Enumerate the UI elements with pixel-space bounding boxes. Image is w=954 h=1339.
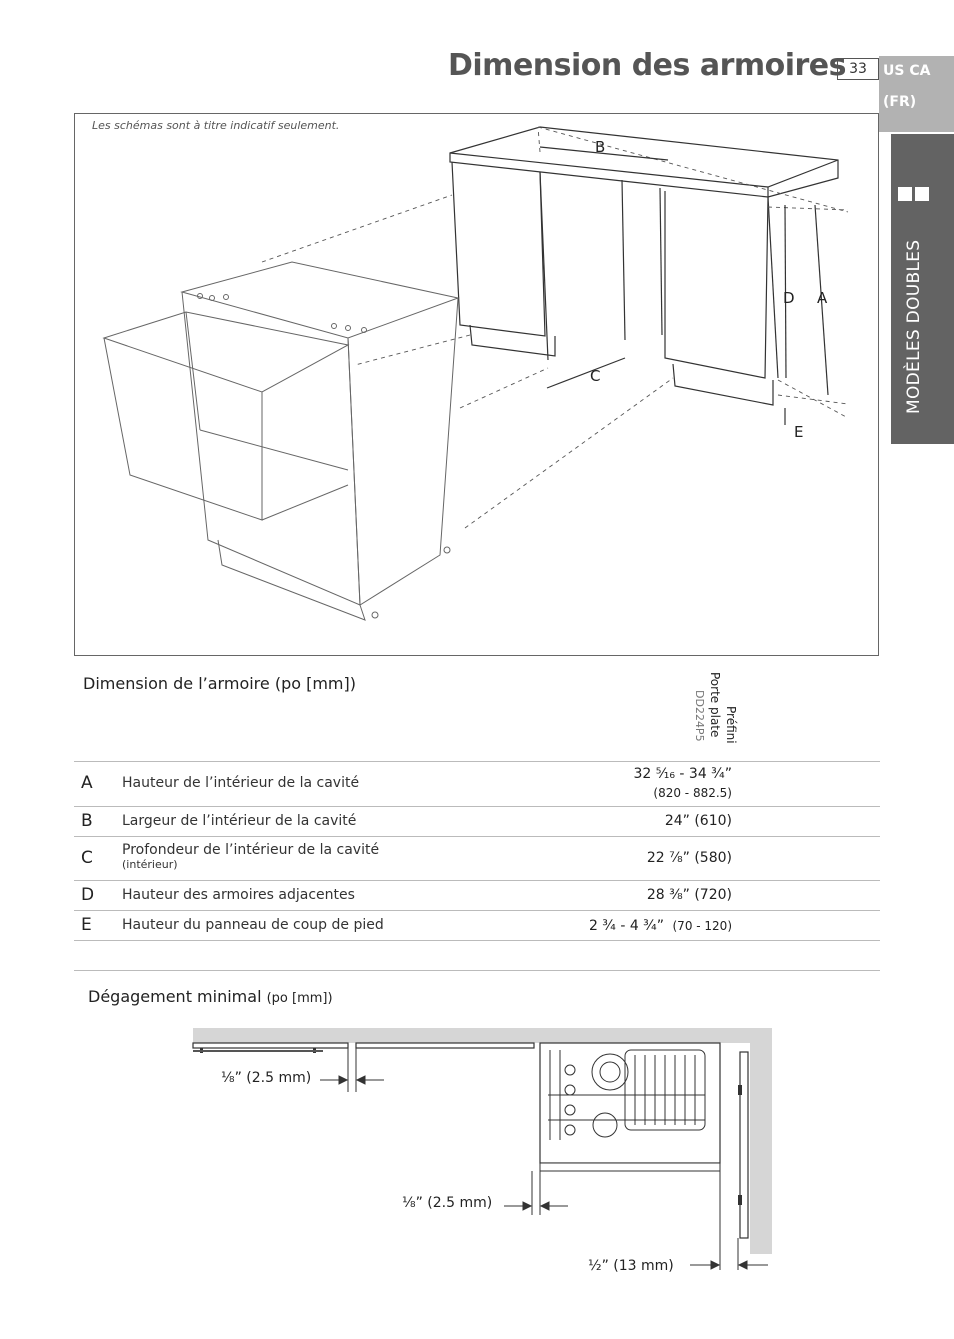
section-divider xyxy=(74,970,880,971)
language-code: US CA xyxy=(883,63,931,79)
page-title: Dimension des armoires xyxy=(448,48,847,83)
row-value-mm: (70 - 120) xyxy=(672,919,732,933)
label-b: B xyxy=(595,138,606,156)
row-letter: E xyxy=(81,915,92,935)
column-header-line2: Porte plate xyxy=(708,672,722,738)
table-divider xyxy=(74,806,880,807)
clearance-label-middle: ⅛” (2.5 mm) xyxy=(402,1195,493,1211)
table-divider xyxy=(74,940,880,941)
row-value: 22 ⅞” (580) xyxy=(646,850,732,866)
dishwasher-top xyxy=(182,262,458,338)
clearance-unit: (po [mm]) xyxy=(266,991,333,1006)
clearance-diagram xyxy=(190,1025,780,1285)
label-a: A xyxy=(817,289,828,307)
dim-line-c xyxy=(547,358,625,388)
label-e: E xyxy=(794,423,804,441)
clearance-heading xyxy=(88,987,333,1006)
side-panel xyxy=(740,1052,748,1238)
label-d: D xyxy=(783,289,795,307)
row-label: Largeur de l’intérieur de la cavité xyxy=(122,813,357,829)
label-c: C xyxy=(590,367,601,385)
square-icon xyxy=(915,187,929,201)
left-cabinet xyxy=(452,162,545,336)
column-header-line1: Préfini xyxy=(724,706,738,744)
row-letter: B xyxy=(81,811,93,831)
table-divider xyxy=(74,910,880,911)
row-label xyxy=(122,842,379,871)
adjacent-panel xyxy=(193,1043,348,1048)
row-letter: A xyxy=(81,773,93,793)
row-value: 2 ¾ - 4 ¾” xyxy=(588,918,664,934)
row-label: Hauteur des armoires adjacentes xyxy=(122,887,355,903)
row-value: 28 ⅜” (720) xyxy=(646,887,732,903)
drawer-upper xyxy=(104,312,348,392)
row-label: Hauteur du panneau de coup de pied xyxy=(122,917,384,933)
clearance-label-bottom: ½” (13 mm) xyxy=(588,1258,674,1274)
table-divider xyxy=(74,880,880,881)
page-number: 33 xyxy=(837,58,879,80)
row-value: 32 ⁵⁄₁₆ - 34 ¾” xyxy=(633,766,732,782)
diagram-note: Les schémas sont à titre indicatif seulement. xyxy=(92,119,340,132)
clearance-label-top: ⅛” (2.5 mm) xyxy=(221,1070,312,1086)
dimension-table-heading: Dimension de l’armoire (po [mm]) xyxy=(83,674,356,693)
square-icon xyxy=(898,187,912,201)
right-cabinet xyxy=(665,191,768,378)
adjacent-door xyxy=(356,1043,534,1048)
row-letter: D xyxy=(81,885,95,905)
countertop xyxy=(450,127,838,197)
column-header-model: DD224P5 xyxy=(693,690,706,742)
row-value: 24” (610) xyxy=(664,813,732,829)
table-divider xyxy=(74,761,880,762)
row-letter: C xyxy=(81,848,93,868)
row-value-mm: (820 - 882.5) xyxy=(653,786,732,800)
section-label: MODÈLES DOUBLES xyxy=(904,239,924,414)
language-region: (FR) xyxy=(883,94,917,110)
row-label: Hauteur de l’intérieur de la cavité xyxy=(122,775,360,791)
table-divider xyxy=(74,836,880,837)
clearance-title: Dégagement minimal xyxy=(88,987,262,1006)
dishwasher-body xyxy=(540,1043,720,1163)
row-label-sub: (intérieur) xyxy=(122,858,178,871)
section-side-tab xyxy=(891,134,954,444)
column-header xyxy=(678,672,738,754)
cabinet-diagram xyxy=(74,113,879,656)
language-tab xyxy=(879,56,954,132)
row-label-text: Profondeur de l’intérieur de la cavité xyxy=(122,842,380,858)
